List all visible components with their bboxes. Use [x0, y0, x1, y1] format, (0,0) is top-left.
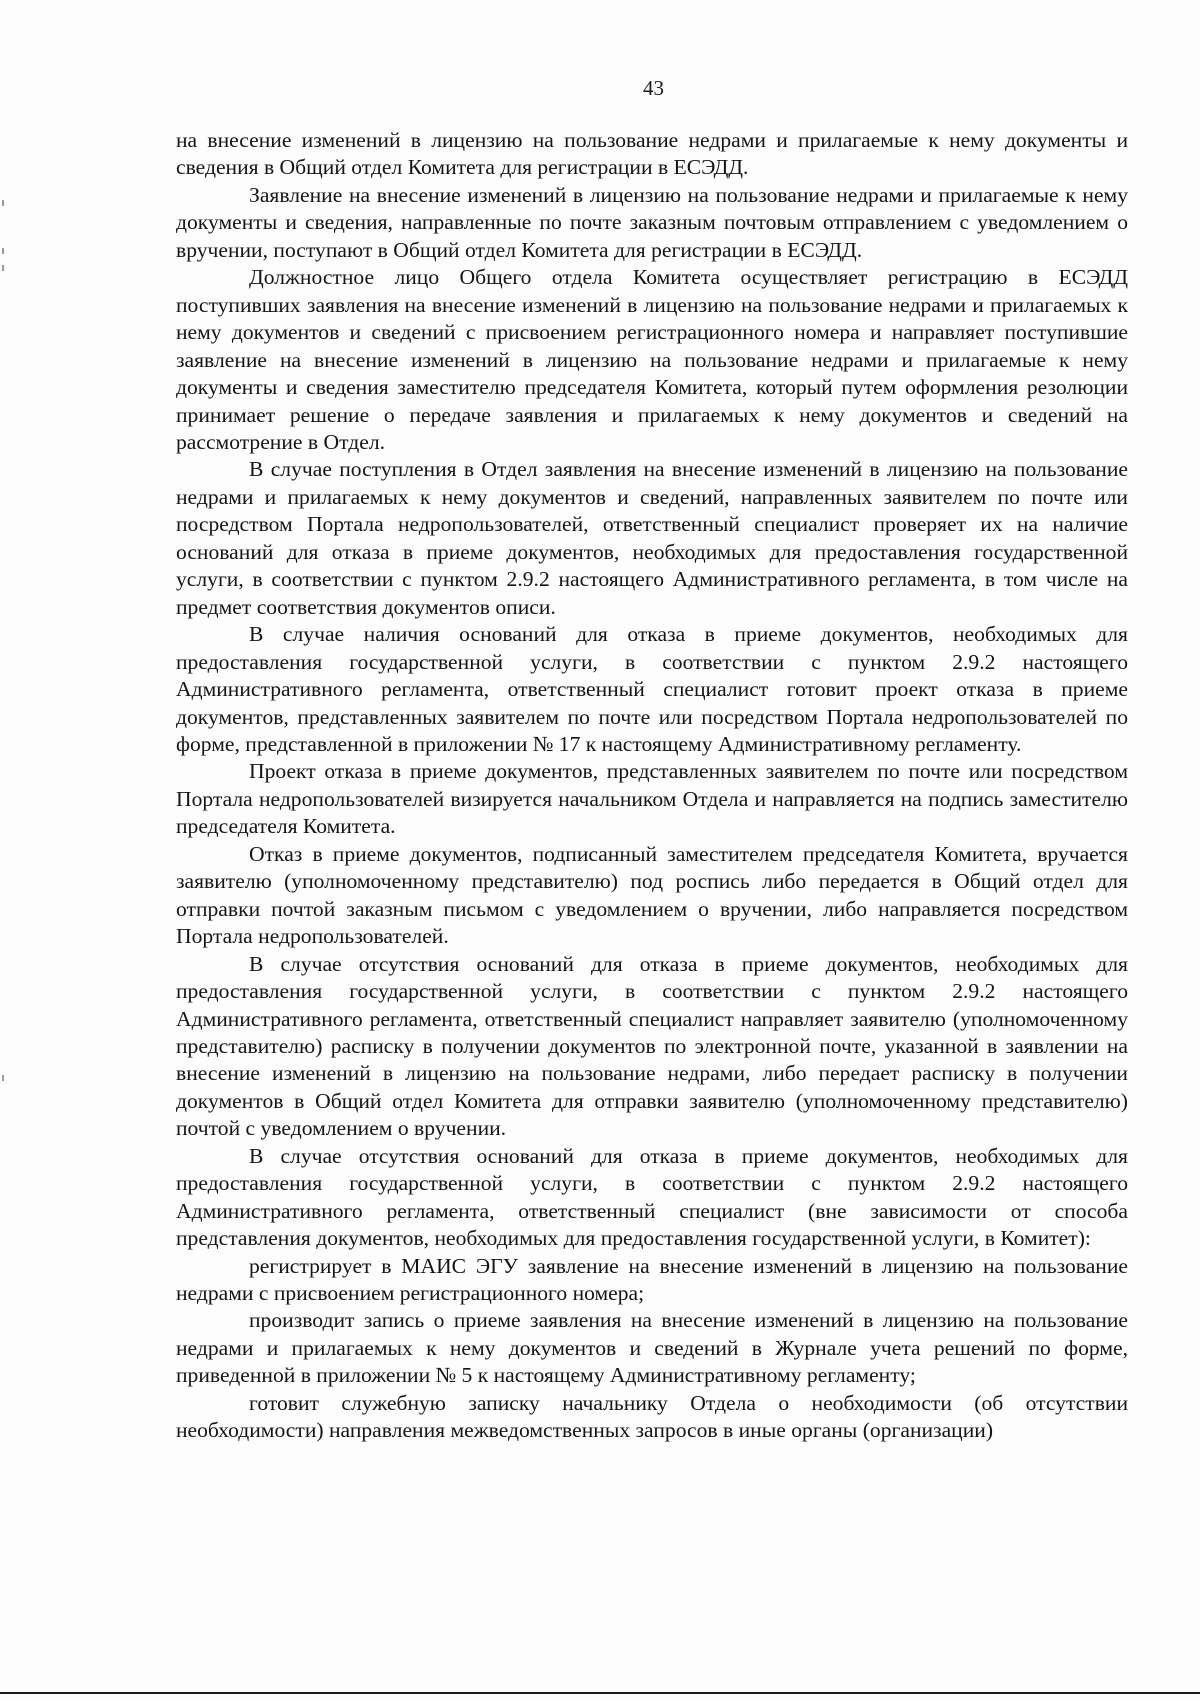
paragraph-11: производит запись о приеме заявления на внесение изменений в лицензию на пользование недрами и прилагаемых к нему документов и сведений в Журнале учета решений по форме, приведенной в приложении № 5 к настоящему Административному регламенту; [176, 1308, 1128, 1388]
paragraph-5: В случае наличия оснований для отказа в приеме документов, необходимых для предоставления государственной услуги, в соответствии с пунктом 2.9.2 настоящего Административного регламента, ответственный специалист готовит проект отказа в приеме документов, представленных заявителем по почте или посредством Портала недропользователей по форме, представленной в приложении № 17 к настоящему Административному регламенту. [176, 622, 1128, 756]
scan-margin-mark [2, 265, 4, 271]
paragraph-4: В случае поступления в Отдел заявления на внесение изменений в лицензию на пользование недрами и прилагаемых к нему документов и сведений, направленных заявителем по почте или посредством Портала недропользователей, ответственный специалист проверяет их на наличие оснований для отказа в приеме документов, необходимых для предоставления государственной услуги, в соответствии с пунктом 2.9.2 настоящего Административного регламента, в том числе на предмет соответствия документов описи. [176, 457, 1128, 619]
paragraph-3: Должностное лицо Общего отдела Комитета осуществляет регистрацию в ЕСЭДД поступивших заявления на внесение изменений в лицензию на пользование недрами и прилагаемых к нему документов и сведений с присвоением регистрационного номера и направляет поступившие заявление на внесение изменений в лицензию на пользование недрами и прилагаемые к нему документы и сведения заместителю председателя Комитета, который путем оформления резолюции принимает решение о передаче заявления и прилагаемых к нему документов и сведений на рассмотрение в Отдел. [176, 265, 1128, 454]
paragraph-7: Отказ в приеме документов, подписанный заместителем председателя Комитета, вручается заявителю (уполномоченному представителю) под роспись либо передается в Общий отдел для отправки почтой заказным письмом с уведомлением о вручении, либо направляется посредством Портала недропользователей. [176, 841, 1128, 949]
paragraph-1: на внесение изменений в лицензию на пользование недрами и прилагаемые к нему документы и сведения в Общий отдел Комитета для регистрации в ЕСЭДД. [176, 128, 1128, 180]
paragraph-8: В случае отсутствия оснований для отказа в приеме документов, необходимых для предоставления государственной услуги, в соответствии с пунктом 2.9.2 настоящего Административного регламента, ответственный специалист направляет заявителю (уполномоченному представителю) расписку в получении документов по электронной почте, указанной в заявлении на внесение изменений в лицензию на пользование недрами, либо передает расписку в получении документов в Общий отдел Комитета для отправки заявителю (уполномоченному представителю) почтой с уведомлением о вручении. [176, 951, 1128, 1141]
paragraph-6: Проект отказа в приеме документов, представленных заявителем по почте или посредством Портала недропользователей визируется начальником Отдела и направляется на подпись заместителю председателя Комитета. [176, 759, 1128, 839]
page-number: 43 [643, 76, 664, 100]
scan-margin-mark [2, 248, 4, 254]
document-body [176, 127, 1128, 1445]
scan-margin-mark [2, 1075, 4, 1081]
paragraph-2: Заявление на внесение изменений в лицензию на пользование недрами и прилагаемые к нему документы и сведения, направленные по почте заказным почтовым отправлением с уведомлением о вручении, поступают в Общий отдел Комитета для регистрации в ЕСЭДД. [176, 182, 1128, 262]
paragraph-10: регистрирует в МАИС ЭГУ заявление на внесение изменений в лицензию на пользование недрами с присвоением регистрационного номера; [176, 1253, 1128, 1306]
page-bottom-rule [0, 1692, 1200, 1694]
paragraph-9: В случае отсутствия оснований для отказа в приеме документов, необходимых для предоставления государственной услуги, в соответствии с пунктом 2.9.2 настоящего Административного регламента, ответственный специалист (вне зависимости от способа представления документов, необходимых для предоставления государственной услуги, в Комитет): [176, 1143, 1128, 1251]
scan-margin-mark [2, 200, 4, 206]
paragraph-12: готовит служебную записку начальнику Отдела о необходимости (об отсутствии необходимости) направления межведомственных запросов в иные органы (организации) [176, 1390, 1128, 1443]
